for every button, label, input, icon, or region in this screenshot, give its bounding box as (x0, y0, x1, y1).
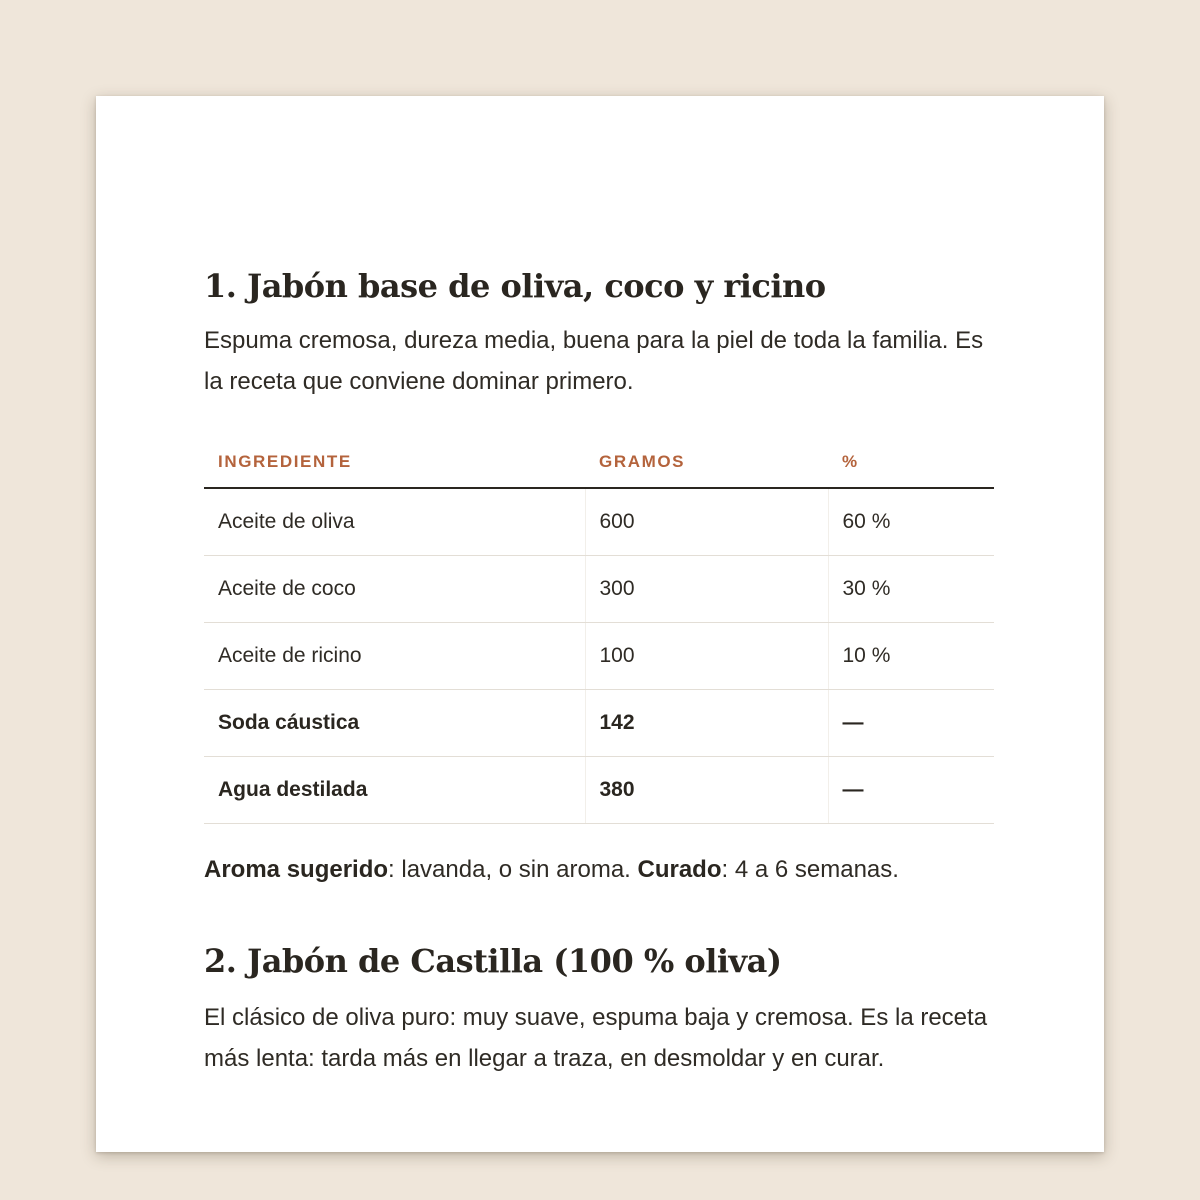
percent-cell: 10 % (828, 623, 994, 690)
table-row (204, 757, 994, 824)
table-row (204, 488, 994, 556)
header-ingredient: INGREDIENTE (204, 437, 585, 488)
grams-cell: 600 (585, 488, 828, 556)
recipe-note (204, 853, 994, 887)
table-header-row (204, 437, 994, 488)
document-page (96, 96, 1104, 1152)
ingredient-cell: Aceite de ricino (204, 623, 585, 690)
article-content (204, 256, 994, 1079)
section-title: 2. Jabón de Castilla (100 % oliva) (204, 942, 782, 980)
aroma-label: Aroma sugerido (204, 856, 389, 883)
grams-cell: 300 (585, 556, 828, 623)
recipe-table (204, 437, 994, 824)
table-row (204, 623, 994, 690)
section-title: 1. Jabón base de oliva, coco y ricino (204, 267, 826, 305)
curing-value: : 4 a 6 semanas. (721, 856, 899, 883)
ingredient-cell: Aceite de oliva (204, 488, 585, 556)
ingredient-cell: Soda cáustica (204, 690, 585, 757)
grams-cell: 142 (585, 690, 828, 757)
percent-cell: — (828, 757, 994, 824)
ingredient-cell: Agua destilada (204, 757, 585, 824)
percent-cell: — (828, 690, 994, 757)
grams-cell: 380 (585, 757, 828, 824)
percent-cell: 60 % (828, 488, 994, 556)
section-description: El clásico de oliva puro: muy suave, espuma baja y cremosa. Es la receta más lenta: tarda más en llegar a traza, en desmoldar y en curar. (204, 1004, 988, 1072)
curing-label: Curado (637, 856, 722, 883)
header-percent: % (828, 437, 994, 488)
percent-cell: 30 % (828, 556, 994, 623)
table-row (204, 690, 994, 757)
header-grams: GRAMOS (585, 437, 828, 488)
section-description: Espuma cremosa, dureza media, buena para la piel de toda la familia. Es la receta que conviene dominar primero. (204, 327, 984, 395)
ingredient-cell: Aceite de coco (204, 556, 585, 623)
table-row (204, 556, 994, 623)
grams-cell: 100 (585, 623, 828, 690)
aroma-value: : lavanda, o sin aroma. (388, 856, 638, 883)
